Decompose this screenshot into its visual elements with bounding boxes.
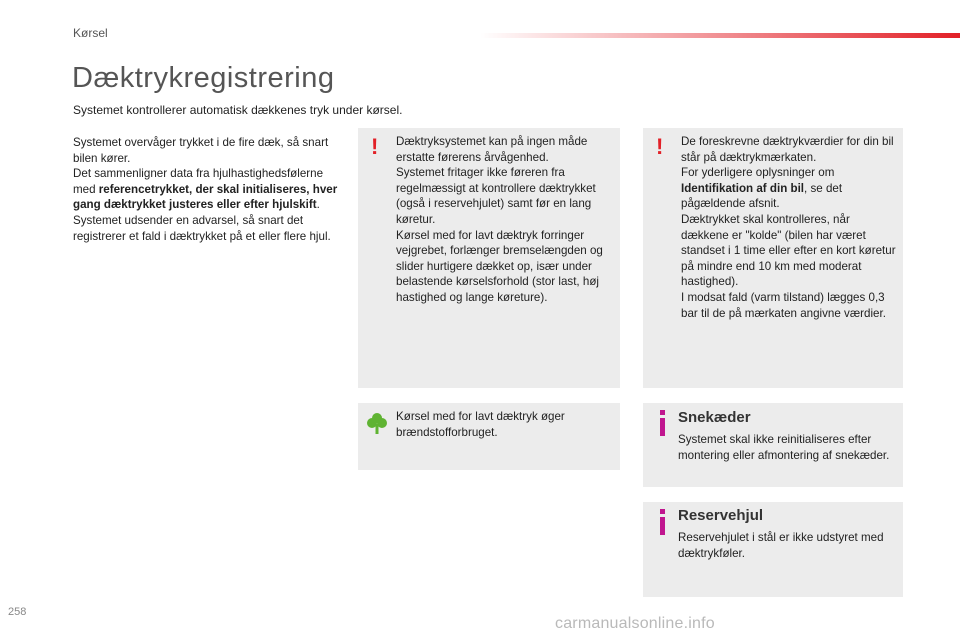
warning1-paragraph-2: Systemet fritager ikke føreren fra regelmæssigt at kontrollere dæktrykket (også i reservehjulet) samt før en lang køretur.: [396, 166, 596, 226]
column1-paragraph-1: Systemet overvåger trykket i de fire dæk, så snart bilen kører.: [73, 136, 329, 165]
spare-wheel-text: Reservehjulet i stål er ikke udstyret med dæktrykføler.: [678, 531, 884, 560]
page-title: Dæktrykregistrering: [72, 62, 335, 94]
section-header: Kørsel: [73, 26, 108, 40]
eco-tree-icon: [367, 412, 387, 434]
warning2-paragraph-1: De foreskrevne dæktrykværdier for din bil står på dæktrykmærkaten.: [681, 135, 894, 164]
info-icon: [656, 509, 670, 535]
warning-exclamation-icon: !: [656, 134, 664, 159]
page-number: 258: [8, 606, 27, 618]
warning-box-pressure-values: [643, 128, 903, 388]
warning2-paragraph-2: For yderligere oplysninger om Identifikation af din bil, se det pågældende afsnit.: [681, 166, 843, 211]
warning1-paragraph-1: Dæktryksystemet kan på ingen måde erstatte førerens årvågenhed.: [396, 135, 588, 164]
warning2-text: [681, 134, 897, 321]
warning1-text: [396, 134, 614, 306]
reference-pressure-emphasis: referencetrykket, der skal initialiseres, hver gang dæktrykket justeres eller efter hjulskift: [73, 182, 338, 212]
spare-wheel-heading: Reservehjul: [678, 507, 764, 524]
main-column: [73, 135, 343, 244]
info-box-snow-chains: [643, 403, 903, 487]
eco-tip-box: [358, 403, 620, 470]
eco-tip-text: Kørsel med for lavt dæktryk øger brændstofforbruget.: [396, 410, 565, 439]
vehicle-identification-link-text: Identifikation af din bil: [681, 181, 805, 195]
intro-text: Systemet kontrollerer automatisk dækkenes tryk under kørsel.: [73, 103, 403, 117]
warning-box-vigilance: [358, 128, 620, 388]
column1-paragraph-2: Det sammenligner data fra hjulhastighedsfølerne med referencetrykket, der skal initialiseres, hver gang dæktrykket justeres eller efter hjulskift.: [73, 167, 338, 212]
watermark: carmanualsonline.info: [555, 615, 715, 632]
column1-paragraph-3: Systemet udsender en advarsel, så snart det registrerer et fald i dæktrykket på et eller flere hjul.: [73, 213, 331, 243]
info-box-spare-wheel: [643, 502, 903, 597]
info-icon: [656, 410, 670, 436]
snow-chains-heading: Snekæder: [678, 409, 751, 426]
header-accent-line: [480, 33, 960, 38]
warning1-paragraph-3: Kørsel med for lavt dæktryk forringer vejgrebet, forlænger bremselængden og slider hurtigere dækket op, især under belastende kørselsforhold (stor last, høj hastighed og lange køreture).: [396, 228, 603, 304]
warning-exclamation-icon: !: [371, 134, 379, 159]
snow-chains-text: Systemet skal ikke reinitialiseres efter montering eller afmontering af snekæder.: [678, 433, 890, 462]
warning2-paragraph-4: I modsat fald (varm tilstand) lægges 0,3 bar til de på mærkaten angivne værdier.: [681, 290, 886, 320]
warning2-paragraph-3: Dæktrykket skal kontrolleres, når dækkene er "kolde" (bilen har været standset i 1 time eller efter en kort køretur på mindre end 10 km med moderat hastighed).: [681, 212, 896, 289]
